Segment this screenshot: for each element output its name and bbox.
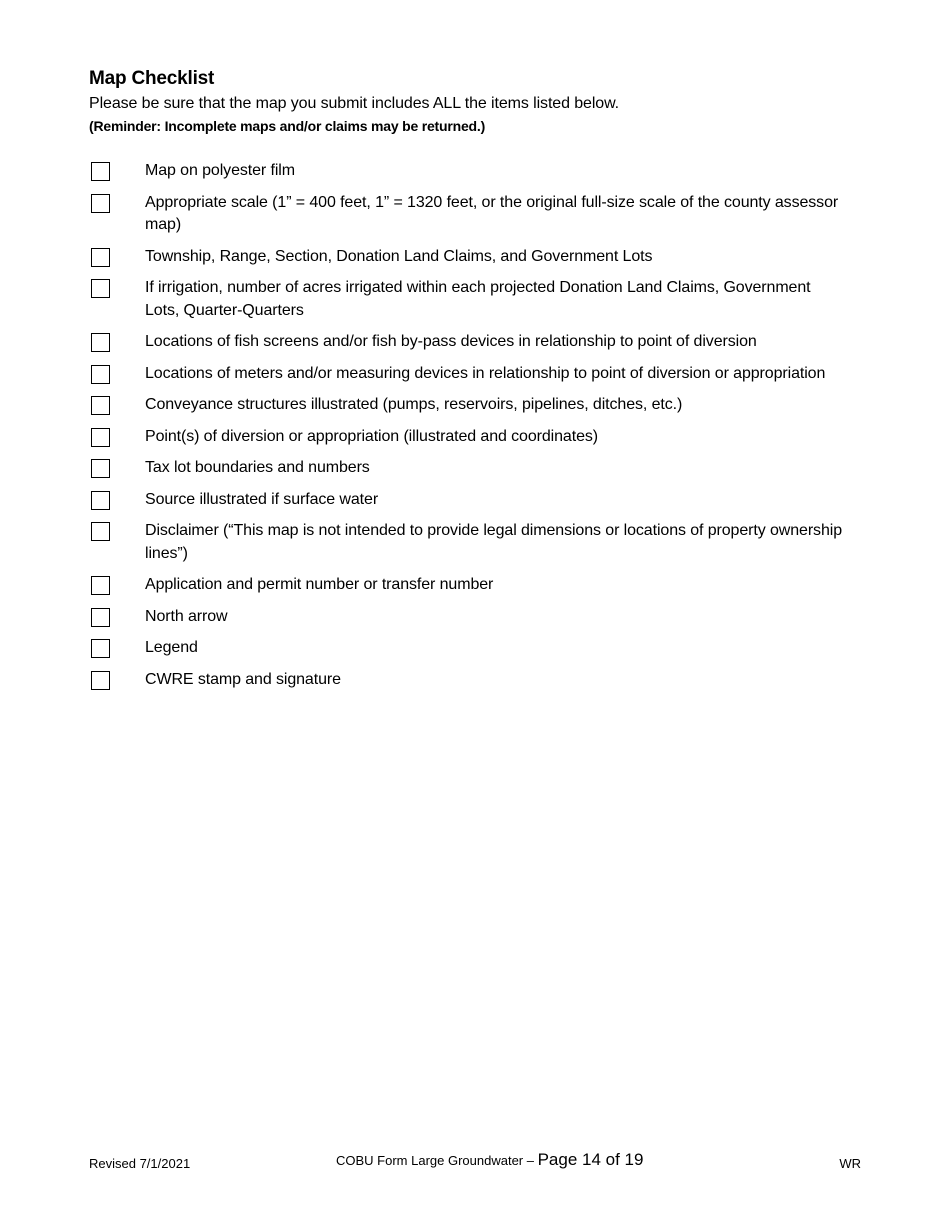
checklist-item-label: Legend [145, 639, 198, 656]
checklist-item-label: Disclaimer (“This map is not intended to provide legal dimensions or locations of property ownership lines”) [145, 522, 843, 562]
checklist-item-label: Conveyance structures illustrated (pumps, reservoirs, pipelines, ditches, etc.) [145, 396, 683, 413]
page-footer [89, 1150, 861, 1176]
checklist-item-label: Source illustrated if surface water [145, 490, 379, 508]
checklist-item-label: Tax lot boundaries and numbers [145, 459, 370, 476]
checklist-item-label: Application and permit number or transfer number [145, 576, 494, 593]
checkbox[interactable] [91, 576, 110, 595]
reminder-text: (Reminder: Incomplete maps and/or claims may be returned.) [89, 118, 486, 134]
checkbox[interactable] [91, 396, 110, 415]
checkbox[interactable] [91, 491, 110, 510]
checklist-item [89, 394, 849, 417]
page-number: Page 14 of 19 [537, 1150, 644, 1169]
checklist-item [89, 574, 849, 597]
checklist-item [89, 637, 849, 660]
checklist-item [89, 606, 849, 629]
checkbox[interactable] [91, 522, 110, 541]
checklist-item-label: Point(s) of diversion or appropriation (illustrated and coordinates) [145, 427, 598, 445]
checklist-item-label: Township, Range, Section, Donation Land Claims, and Government Lots [145, 247, 653, 265]
checklist-item [89, 246, 849, 269]
checkbox[interactable] [91, 428, 110, 447]
checklist-item [89, 363, 849, 386]
checklist-item [89, 520, 849, 565]
checklist-item [89, 277, 849, 322]
checklist-item-label: Map on polyester film [145, 162, 295, 179]
checkbox[interactable] [91, 365, 110, 384]
checklist-item [89, 192, 849, 237]
map-checklist [89, 160, 849, 700]
checkbox[interactable] [91, 194, 110, 213]
form-title: COBU Form Large Groundwater – [336, 1153, 538, 1168]
revised-date: Revised 7/1/2021 [89, 1156, 191, 1171]
checkbox[interactable] [91, 162, 110, 181]
checkbox[interactable] [91, 671, 110, 690]
checkbox[interactable] [91, 248, 110, 267]
checklist-item-label: Locations of fish screens and/or fish by-pass devices in relationship to point of diversion [145, 333, 757, 350]
checklist-item [89, 160, 849, 183]
checkbox[interactable] [91, 639, 110, 658]
checklist-item [89, 331, 849, 354]
checkbox[interactable] [91, 459, 110, 478]
checklist-item-label: Locations of meters and/or measuring devices in relationship to point of diversion or appropriation [145, 364, 826, 382]
checklist-item [89, 457, 849, 480]
checkbox[interactable] [91, 333, 110, 352]
checklist-item-label: If irrigation, number of acres irrigated within each projected Donation Land Claims, Government Lots, Quarter-Quarters [145, 279, 811, 319]
checklist-item-label: North arrow [145, 607, 228, 625]
form-code: WR [839, 1156, 861, 1171]
intro-text: Please be sure that the map you submit includes ALL the items listed below. [89, 95, 619, 112]
form-name [336, 1150, 643, 1170]
checklist-item [89, 426, 849, 449]
page-title: Map Checklist [89, 68, 215, 89]
checklist-item-label: Appropriate scale (1” = 400 feet, 1” = 1320 feet, or the original full-size scale of the county assessor map) [145, 193, 839, 233]
checklist-item [89, 489, 849, 512]
checkbox[interactable] [91, 608, 110, 627]
checklist-item [89, 669, 849, 692]
checklist-item-label: CWRE stamp and signature [145, 670, 341, 688]
checkbox[interactable] [91, 279, 110, 298]
